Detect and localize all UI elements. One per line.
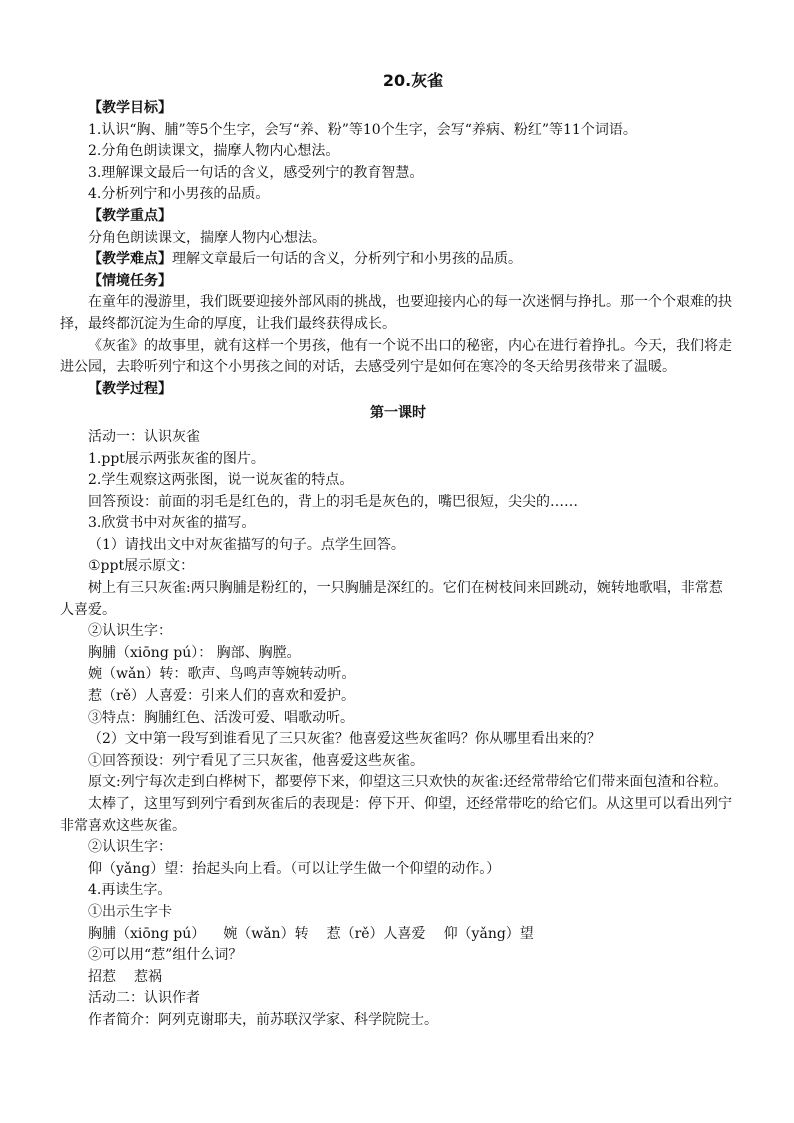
line-13: ③特点：胸脯红色、活泼可爱、唱歌动听。 (88, 709, 354, 726)
page-title: 20.灰雀 (382, 71, 444, 90)
lesson-title: 第一课时 (370, 405, 426, 422)
objective-1: 1.认识“胸、脯”等5个生字，会写“养、粉”等10个生字，会写“养病、粉红”等11个词语。 (88, 121, 637, 138)
character-cards (60, 924, 736, 946)
line-12: 惹（rě）人喜爱：引来人们的喜欢和爱护。 (88, 688, 355, 705)
document-page (60, 70, 736, 1032)
objective-4: 4.分析列宁和小男孩的品质。 (88, 186, 270, 203)
line-8: 树上有三只灰雀:两只胸脯是粉红的，一只胸脯是深红的。它们在树枝间来回跳动，婉转地歌唱，非常惹人喜爱。 (60, 580, 723, 618)
line-11: 婉（wǎn）转：歌声、鸟鸣声等婉转动听。 (88, 666, 356, 683)
card-3: 惹（rě）人喜爱 (326, 925, 426, 942)
difficulty-heading: 【教学难点】 (88, 251, 172, 268)
objective-3: 3.理解课文最后一句话的含义，感受列宁的教育智慧。 (88, 164, 424, 181)
word-2: 惹祸 (134, 968, 162, 985)
line-17: 太棒了，这里写到列宁看到灰雀后的表现是：停下开、仰望，还经常带吃的给它们。从这里可以看出列宁非常喜欢这些灰雀。 (60, 796, 732, 834)
objectives-heading: 【教学目标】 (88, 100, 172, 116)
line-9: ②认识生字： (88, 623, 172, 640)
line-6: （1）请找出文中对灰雀描写的句子。点学生回答。 (88, 536, 405, 553)
task-paragraph-2: 《灰雀》的故事里，就有这样一个男孩，他有一个说不出口的秘密，内心在进行着挣扎。今天，我们将走进公园，去聆听列宁和这个小男孩之间的对话，去感受列宁是如何在寒冷的冬天给男孩带来了温暖。 (60, 337, 732, 376)
line-2: 1.ppt展示两张灰雀的图片。 (88, 450, 265, 467)
line-22: ②可以用“惹”组什么词？ (88, 947, 243, 964)
task-heading: 【情境任务】 (88, 272, 172, 289)
key-text: 分角色朗读课文，揣摩人物内心想法。 (88, 229, 326, 246)
objective-2: 2.分角色朗读课文，揣摩人物内心想法。 (88, 143, 340, 160)
line-15: ①回答预设：列宁看见了三只灰雀，他喜爱这些灰雀。 (88, 752, 424, 769)
key-heading: 【教学重点】 (88, 207, 172, 224)
card-2: 婉（wǎn）转 (223, 925, 309, 942)
line-21: ①出示生字卡 (88, 903, 172, 920)
card-1: 胸脯（xiōng pú） (88, 925, 206, 942)
difficulty-paragraph (60, 249, 736, 271)
line-4: 回答预设：前面的羽毛是红色的，背上的羽毛是灰色的，嘴巴很短，尖尖的…… (88, 493, 578, 510)
line-18: ②认识生字： (88, 839, 172, 856)
word-1: 招惹 (88, 968, 116, 985)
line-10: 胸脯（xiōng pú）： 胸部、胸膛。 (88, 644, 301, 661)
line-19: 仰（yǎng）望：抬起头向上看。（可以让学生做一个仰望的动作。） (88, 860, 501, 877)
line-5: 3.欣赏书中对灰雀的描写。 (88, 515, 256, 532)
difficulty-text: 理解文章最后一句话的含义，分析列宁和小男孩的品质。 (172, 251, 522, 268)
line-1: 活动一：认识灰雀 (88, 428, 200, 445)
line-14: （2）文中第一段写到谁看见了三只灰雀？他喜爱这些灰雀吗？你从哪里看出来的？ (88, 731, 601, 748)
line-3: 2.学生观察这两张图，说一说灰雀的特点。 (88, 472, 354, 489)
process-heading: 【教学过程】 (88, 380, 172, 397)
task-paragraph-1: 在童年的漫游里，我们既要迎接外部风雨的挑战，也要迎接内心的每一次迷惘与挣扎。那一个个艰难的抉择，最终都沉淀为生命的厚度，让我们最终获得成长。 (60, 294, 732, 332)
word-list (60, 967, 736, 989)
line-20: 4.再读生字。 (88, 882, 172, 899)
line-16: 原文:列宁每次走到白桦树下，都要停下来，仰望这三只欢快的灰雀:还经常带给它们带来面包渣和谷粒。 (88, 774, 728, 791)
line-23: 活动二：认识作者 (88, 990, 200, 1007)
line-7: ①ppt展示原文： (88, 558, 195, 575)
line-24: 作者简介：阿列克谢耶夫，前苏联汉学家、科学院院士。 (88, 1011, 438, 1028)
card-4: 仰（yǎng）望 (443, 925, 534, 942)
